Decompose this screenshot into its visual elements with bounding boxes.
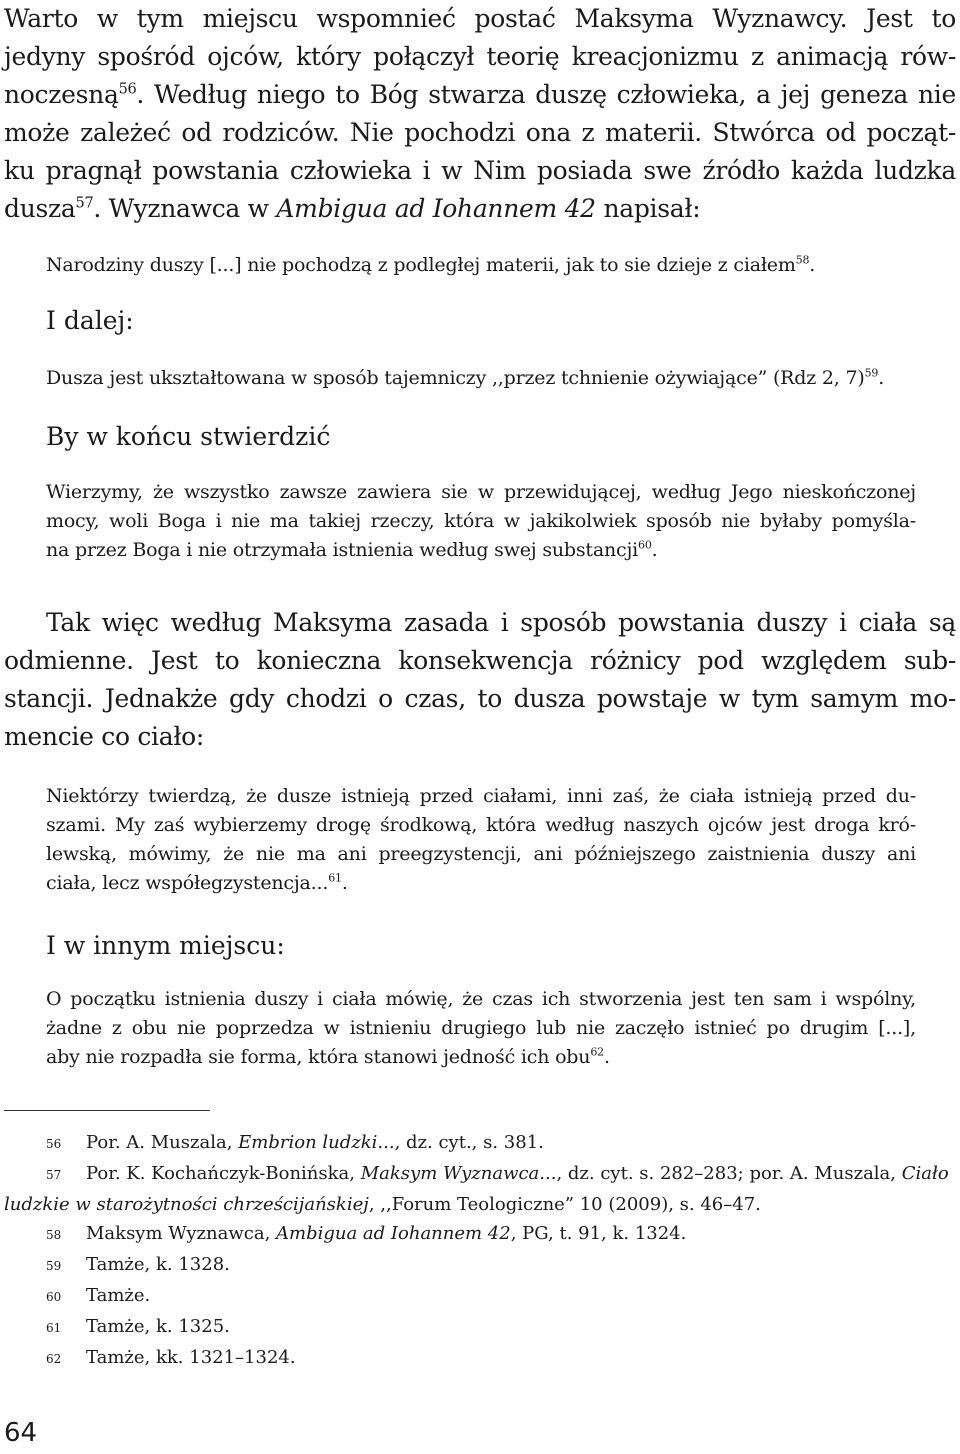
- footnote-number: 61: [46, 1321, 62, 1335]
- text-span: .: [809, 254, 816, 276]
- footnote-number: 57: [46, 1168, 62, 1182]
- text-line: stancji. Jednakże gdy chodzi o czas, to dusza powstaje w tym samym mo-: [4, 684, 956, 713]
- work-title: ludzkie w starożytności chrześcijańskiej: [4, 1194, 369, 1215]
- intro-3: [46, 418, 960, 456]
- text-line: może zależeć od rodziców. Nie pochodzi ona z materii. Stwórca od począt-: [4, 118, 956, 147]
- footnote-text: [86, 1219, 686, 1248]
- paragraph-2: [4, 604, 956, 756]
- footnote-ref: 56: [118, 81, 137, 98]
- footnote-ref: 58: [795, 253, 810, 267]
- footnote-text: Tamże, kk. 1321–1324.: [86, 1347, 296, 1368]
- footnote-ref: 59: [864, 366, 879, 380]
- text-span: . Według niego to Bóg stwarza duszę człowieka, a jej geneza nie: [136, 80, 956, 109]
- footnote-57-continued: [4, 1190, 956, 1219]
- footnote-number: 60: [46, 1290, 62, 1304]
- intro-5: [46, 927, 960, 965]
- footnote-number: 62: [46, 1352, 62, 1366]
- text-line: mencie co ciało:: [4, 722, 205, 751]
- paragraph-1: [4, 0, 956, 228]
- text-line: I w innym miejscu:: [46, 931, 285, 960]
- text-span: .: [603, 1046, 610, 1068]
- text-span: aby nie rozpadła sie forma, która stanowi jedność ich obu: [46, 1046, 591, 1068]
- footnote-number: 58: [46, 1228, 62, 1242]
- text-span: dusza: [4, 194, 76, 223]
- text-line: Warto w tym miejscu wspomnieć postać Maksyma Wyznawcy. Jest to: [4, 4, 956, 33]
- work-title: Maksym Wyznawca...: [360, 1163, 557, 1184]
- text-span: . Wyznawca w: [93, 194, 277, 223]
- text-span: Narodziny duszy [...] nie pochodzą z podległej materii, jak to sie dzieje z ciałem: [46, 254, 796, 276]
- text-line: odmienne. Jest to konieczna konsekwencja różnicy pod względem sub-: [4, 646, 956, 675]
- text-span: noczesną: [4, 80, 119, 109]
- footnote-text: [4, 1190, 761, 1219]
- text-span: .: [341, 872, 348, 894]
- quote-1: [46, 251, 916, 280]
- footnote-ref: 61: [328, 871, 342, 885]
- footnote-60: [4, 1281, 956, 1312]
- page-number: 64: [4, 1418, 38, 1448]
- text-line: I dalej:: [46, 306, 134, 335]
- text-line: Tak więc według Maksyma zasada i sposób powstania duszy i ciała są: [46, 608, 956, 637]
- footnote-61: [4, 1312, 956, 1343]
- footnote-text: [86, 1159, 949, 1188]
- text-span: , PG, t. 91, k. 1324.: [510, 1223, 687, 1244]
- work-title: Ciało: [901, 1163, 949, 1184]
- text-line: [4, 190, 956, 228]
- footnote-62: [4, 1343, 956, 1374]
- footnote-58: [4, 1219, 956, 1250]
- footnote-number: 59: [46, 1259, 62, 1273]
- text-span: Maksym Wyznawca,: [86, 1223, 277, 1244]
- text-line: [46, 364, 916, 393]
- footnote-divider: [4, 1110, 210, 1111]
- footnote-text: Tamże.: [86, 1285, 151, 1306]
- footnote-ref: 57: [75, 195, 94, 212]
- text-line: [4, 76, 956, 114]
- footnote-text: Tamże, k. 1325.: [86, 1316, 230, 1337]
- footnote-text: [86, 1128, 544, 1157]
- footnote-56: [4, 1128, 956, 1159]
- text-line: Niektórzy twierdzą, że dusze istnieją przed ciałami, inni zaś, że ciała istnieją przed du-: [46, 785, 916, 807]
- footnote-number: 56: [46, 1137, 62, 1151]
- footnote-ref: 60: [638, 538, 652, 552]
- footnotes: [4, 1128, 956, 1374]
- footnote-59: [4, 1250, 956, 1281]
- text-line: żadne z obu nie poprzedza w istnieniu drugiego lub nie zaczęło istnieć po drugim [...],: [46, 1017, 916, 1039]
- work-title: Ambigua ad Iohannem 42: [276, 1223, 511, 1244]
- quote-5: [46, 985, 916, 1072]
- text-line: jedyny spośród ojców, który połączył teorię kreacjonizmu z animacją rów-: [4, 42, 956, 71]
- work-title: Ambigua ad Iohannem 42: [276, 194, 596, 223]
- text-span: na przez Boga i nie otrzymała istnienia według swej substancji: [46, 539, 639, 561]
- text-span: ciała, lecz współegzystencja...: [46, 872, 329, 894]
- text-line: lewską, mówimy, że nie ma ani preegzystencji, ani późniejszego zaistnienia duszy ani: [46, 843, 916, 865]
- footnote-text: Tamże, k. 1328.: [86, 1254, 230, 1275]
- text-span: Por. K. Kochańczyk-Bonińska,: [86, 1163, 361, 1184]
- text-line: [46, 536, 916, 565]
- text-line: Wierzymy, że wszystko zawsze zawiera sie w przewidującej, według Jego nieskończonej: [46, 481, 916, 503]
- text-line: ku pragnął powstania człowieka i w Nim posiada swe źródło każda ludzka: [4, 156, 956, 185]
- text-line: mocy, woli Boga i nie ma takiej rzeczy, która w jakikolwiek sposób nie byłaby pomyśla-: [46, 510, 916, 532]
- footnote-ref: 62: [590, 1045, 604, 1059]
- text-span: , ,,Forum Teologiczne” 10 (2009), s. 46–47.: [368, 1194, 761, 1215]
- quote-3: [46, 478, 916, 565]
- text-span: .: [878, 367, 885, 389]
- text-span: napisał:: [595, 194, 701, 223]
- footnote-57: [4, 1159, 956, 1190]
- quote-4: [46, 782, 916, 898]
- text-span: , dz. cyt., s. 381.: [394, 1132, 544, 1153]
- work-title: Embrion ludzki...: [238, 1132, 395, 1153]
- intro-2: [46, 302, 960, 340]
- text-span: Por. A. Muszala,: [86, 1132, 239, 1153]
- text-line: By w końcu stwierdzić: [46, 422, 331, 451]
- text-line: [46, 251, 916, 280]
- quote-2: [46, 364, 916, 393]
- text-line: [46, 1043, 916, 1072]
- text-span: Dusza jest ukształtowana w sposób tajemniczy ,,przez tchnienie ożywiające” (Rdz 2, 7): [46, 367, 865, 389]
- text-span: , dz. cyt. s. 282–283; por. A. Muszala,: [556, 1163, 902, 1184]
- text-line: [46, 869, 916, 898]
- text-line: szami. My zaś wybierzemy drogę środkową, która według naszych ojców jest droga kró-: [46, 814, 916, 836]
- text-span: .: [651, 539, 658, 561]
- text-line: O początku istnienia duszy i ciała mówię, że czas ich stworzenia jest ten sam i wspólny,: [46, 988, 916, 1010]
